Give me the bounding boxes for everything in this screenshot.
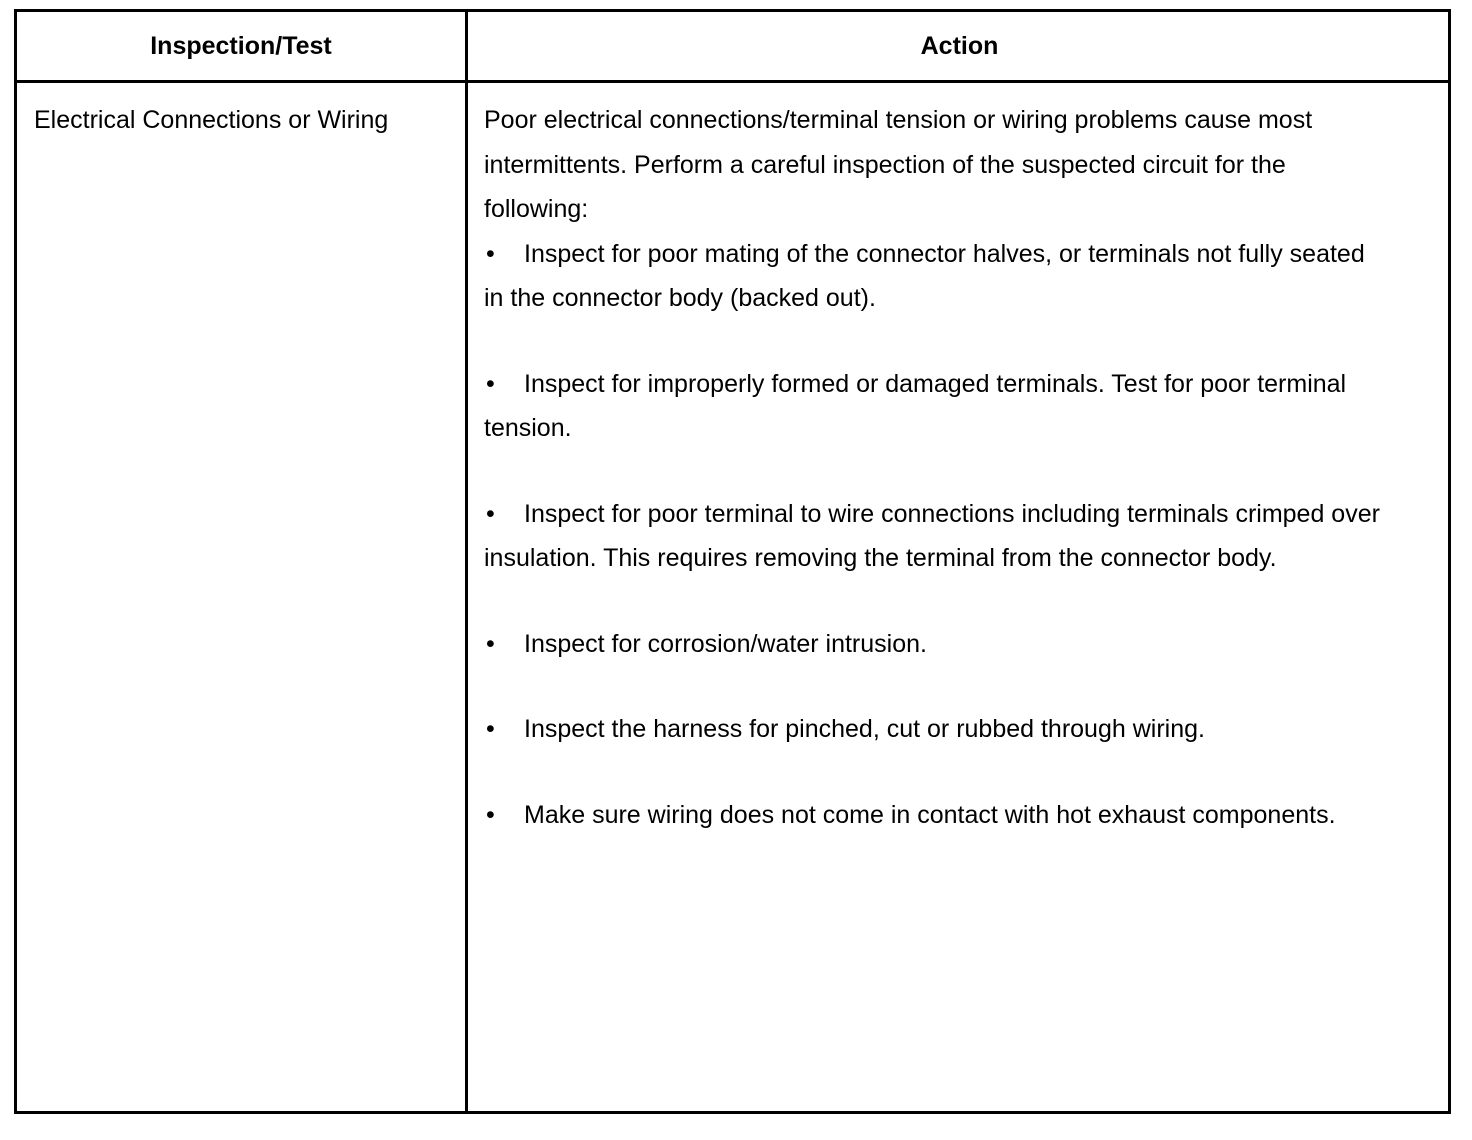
list-item bbox=[484, 492, 1384, 581]
list-item bbox=[484, 362, 1384, 451]
action-intro: Poor electrical connections/terminal tension or wiring problems cause most intermittents. Perform a careful inspection of the suspected circuit for the following: bbox=[484, 106, 1313, 223]
list-item-text: Inspect for corrosion/water intrusion. bbox=[524, 629, 927, 658]
bullet-icon: • bbox=[486, 239, 495, 268]
list-item-text: Inspect for poor terminal to wire connections including terminals crimped over insulation. This requires removing the terminal from the connector body. bbox=[484, 499, 1380, 572]
bullet-icon: • bbox=[486, 629, 495, 658]
list-item-text: Inspect for poor mating of the connector halves, or terminals not fully seated in the connector body (backed out). bbox=[484, 239, 1365, 312]
bullet-icon: • bbox=[486, 800, 495, 829]
header-divider bbox=[17, 80, 1448, 83]
bullet-icon: • bbox=[486, 715, 495, 743]
list-item bbox=[484, 232, 1384, 321]
bullet-icon: • bbox=[486, 369, 495, 398]
list-item bbox=[484, 793, 1384, 838]
list-item-text: Make sure wiring does not come in contact with hot exhaust components. bbox=[524, 800, 1336, 829]
column-divider bbox=[465, 12, 468, 1111]
action-cell bbox=[484, 98, 1384, 837]
header-action: Action bbox=[920, 31, 999, 60]
list-item-text: Inspect the harness for pinched, cut or rubbed through wiring. bbox=[524, 715, 1205, 743]
list-item bbox=[484, 707, 1384, 752]
list-item bbox=[484, 622, 1384, 667]
inspection-test-cell: Electrical Connections or Wiring bbox=[34, 106, 389, 134]
bullet-icon: • bbox=[486, 499, 495, 528]
list-item-text: Inspect for improperly formed or damaged terminals. Test for poor terminal tension. bbox=[484, 369, 1347, 442]
inspection-table bbox=[14, 9, 1451, 1114]
header-inspection-test: Inspection/Test bbox=[150, 31, 332, 60]
